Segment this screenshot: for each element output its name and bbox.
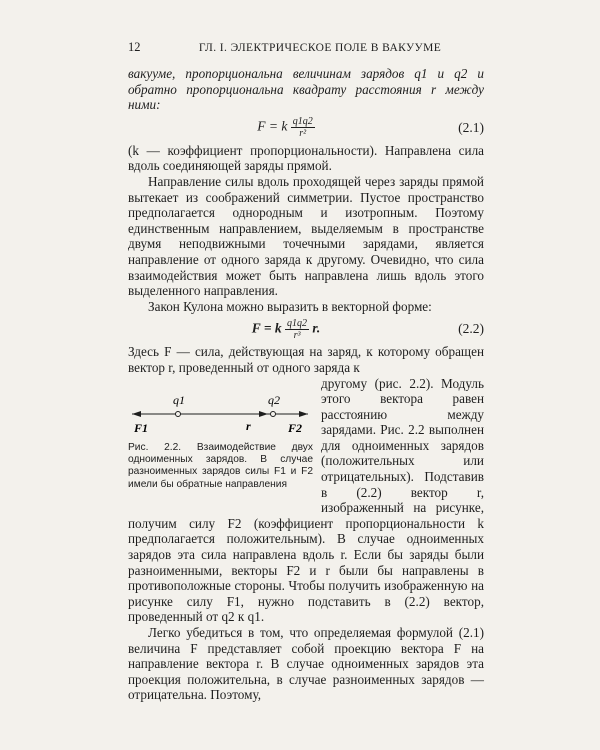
formula-2-1	[128, 116, 444, 139]
book-page	[128, 40, 484, 703]
running-title: ГЛ. I. ЭЛЕКТРИЧЕСКОЕ ПОЛЕ В ВАКУУМЕ	[198, 42, 442, 54]
equation-2-2	[128, 314, 484, 344]
paragraph-projection: Легко убедиться в том, что определяемая формулой (2.1) величина F представляет собой проекцию вектора F на направление вектора r. В случае одноименных зарядов эта проекция положительна, в случае разноименных зарядов — отрицательна. Поэтому,	[128, 625, 484, 703]
arrow-r-head	[259, 411, 268, 417]
label-r: r	[246, 418, 251, 433]
arrow-f2-head	[299, 411, 308, 417]
equation-2-1	[128, 113, 484, 143]
formula-2-1-numerator: q1q2	[292, 116, 313, 128]
formula-2-2-numerator: q1q2	[287, 317, 308, 329]
arrow-f1-head	[132, 411, 141, 417]
charge-q2	[271, 411, 276, 416]
page-number: 12	[128, 40, 141, 54]
paragraph-coulomb-law: вакууме, пропорциональна величинам зарядов q1 и q2 и обратно пропорциональна квадрату расстояния r между ними:	[128, 66, 484, 113]
charge-q1	[176, 411, 181, 416]
formula-2-2-rhs: r.	[312, 320, 321, 336]
figure-2-2	[128, 382, 313, 514]
label-q1: q1	[173, 392, 185, 407]
label-f2: F2	[288, 420, 303, 435]
formula-2-2-lhs: F = k	[251, 320, 282, 336]
formula-2-2-denominator: r³	[293, 329, 301, 341]
label-q2: q2	[268, 392, 280, 407]
label-f1: F1	[134, 420, 149, 435]
formula-2-1-fraction	[291, 116, 315, 139]
paragraph-here-f-wrap: другому (рис. 2.2). Модуль этого вектора равен расстоянию между зарядами. Рис. 2.2 выполнен для одноименных зарядов (положительных или отрицательных). Подставив в (2.2) вектор r, изображенный на рисунке, получим силу F2 (коэффициент пропорциональности k предполагается положительным). В случае одноименных зарядов эта сила направлена вдоль r. Если бы заряды были разноименными, векторы F2 и r были бы направлены в противоположные стороны. Чтобы получить изображенную на рисунке силу F1, нужно подставить в (2.2) вектор, проведенный от q2 к q1.	[128, 375, 484, 625]
figure-wrap-area	[128, 376, 484, 626]
equation-number-2-2: (2.2)	[458, 321, 484, 337]
running-header	[128, 40, 484, 60]
formula-2-1-lhs: F = k	[257, 118, 288, 134]
figure-caption: Рис. 2.2. Взаимодействие двух одноименных зарядов. В случае разноименных зарядов силы F1 и F2 имели бы обратные направления	[128, 441, 313, 490]
paragraph-vector-form: Закон Кулона можно выразить в векторной форме:	[148, 298, 432, 314]
formula-2-1-denominator: r²	[299, 128, 307, 140]
equation-number-2-1: (2.1)	[458, 119, 484, 135]
paragraph-here-f-lead: Здесь F — сила, действующая на заряд, к которому обращен вектор r, проведенный от одного заряда к	[128, 344, 484, 375]
formula-2-2	[128, 318, 444, 341]
paragraph-symmetry: Направление силы вдоль проходящей через заряды прямой вытекает из соображений симметрии. Пустое пространство предполагается однородным и изотропным. Поэтому единственным направлением, выделяемым в пространстве двумя неподвижными точечными зарядами, является направление от одного заряда к другому. Очевидно, что сила взаимодействия может быть направлена лишь вдоль этого выделенного направления.	[128, 173, 484, 299]
formula-2-2-fraction	[285, 318, 309, 341]
paragraph-coefficient: (k — коэффициент пропорциональности). Направлена сила вдоль соединяющей заряды прямой.	[128, 142, 484, 174]
figure-2-2-diagram	[128, 382, 313, 440]
